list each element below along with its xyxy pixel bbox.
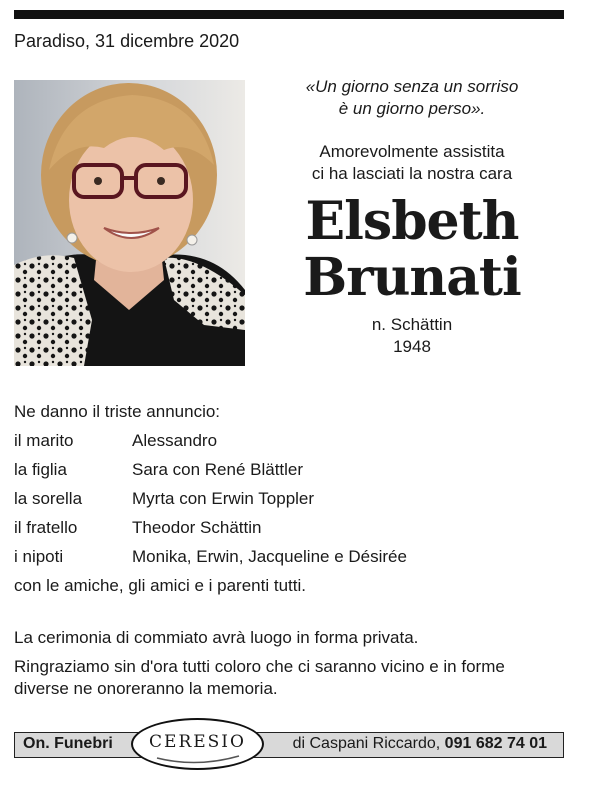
relative-names: Alessandro: [132, 431, 218, 450]
funeral-home-contact: [293, 735, 547, 753]
relative-row: [14, 513, 407, 542]
relative-row: [14, 455, 407, 484]
funeral-home-phone: 091 682 74 01: [444, 735, 547, 752]
last-name: Brunati: [303, 247, 521, 308]
relative-row: [14, 542, 407, 571]
obituary-header: [262, 76, 562, 358]
quote-line-1: «Un giorno senza un sorriso: [305, 77, 519, 96]
place-date: Paradiso, 31 dicembre 2020: [14, 31, 240, 51]
relative-names: Myrta con Erwin Toppler: [132, 489, 315, 508]
relative-role: i nipoti: [14, 547, 64, 566]
logo-text: CERESIO: [149, 732, 246, 752]
quote-line-2: è un giorno perso».: [338, 99, 486, 118]
funeral-home-label: On. Funebri: [23, 735, 113, 752]
ceresio-logo: [131, 718, 264, 770]
portrait-photo: [14, 80, 245, 366]
relative-role: il marito: [14, 431, 74, 450]
announcement-heading: Ne danno il triste annuncio:: [14, 402, 221, 421]
intro-text: [262, 141, 562, 185]
relative-names: Sara con René Blättler: [132, 460, 304, 479]
funeral-home-footer: [14, 732, 564, 758]
relative-row: [14, 484, 407, 513]
ceremony-notice: [14, 627, 554, 700]
ceremony-text: La cerimonia di commiato avrà luogo in forma privata.: [14, 628, 419, 647]
relative-names: Theodor Schättin: [132, 518, 262, 537]
funeral-home-owner: di Caspani Riccardo,: [292, 735, 441, 752]
relative-role: il fratello: [14, 518, 78, 537]
announcement: [14, 397, 407, 600]
relative-names: Monika, Erwin, Jacqueline e Désirée: [132, 547, 407, 566]
relative-row: [14, 426, 407, 455]
intro-line-2: ci ha lasciati la nostra cara: [311, 164, 513, 183]
maiden-name: n. Schättin: [371, 315, 453, 334]
first-name: Elsbeth: [305, 191, 519, 252]
announcement-closing: con le amiche, gli amici e i parenti tutti.: [14, 576, 306, 595]
birth-year: 1948: [393, 337, 431, 356]
intro-line-1: Amorevolmente assistita: [319, 142, 505, 161]
quote: [262, 76, 562, 120]
relative-role: la figlia: [14, 460, 67, 479]
thanks-text: Ringraziamo sin d'ora tutti coloro che ci saranno vicino e in forme diverse ne onoreranno la memoria.: [14, 657, 505, 698]
top-rule: [14, 10, 564, 19]
relative-role: la sorella: [14, 489, 83, 508]
